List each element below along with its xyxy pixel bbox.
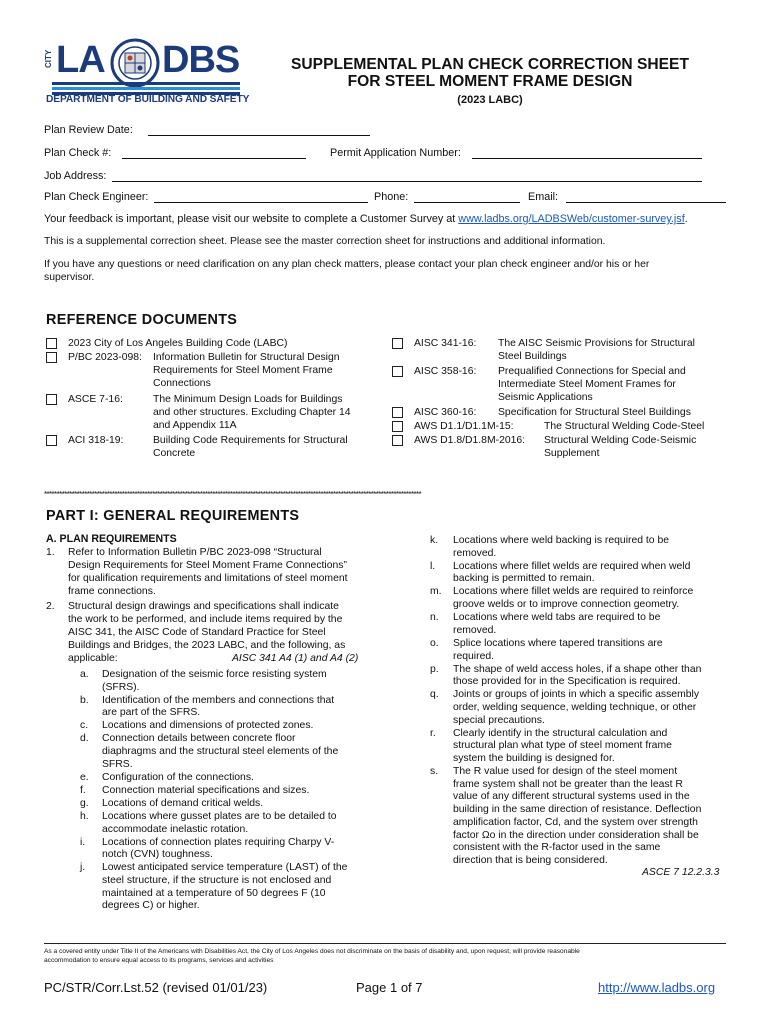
supplemental-note: This is a supplemental correction sheet. Please see the master correction sheet for instructions and additional information. [44, 236, 606, 247]
feedback-prefix: Your feedback is important, please visit our website to complete a Customer Survey at [44, 213, 459, 225]
item-s-reference: ASCE 7 12.2.3.3 [642, 867, 720, 878]
ref-checkbox-aisc341[interactable] [392, 338, 403, 349]
ref-code-aisc360: AISC 360-16: [414, 407, 477, 418]
job-address-label: Job Address: [44, 170, 107, 182]
ref-desc-aws-d18-1: Structural Welding Code-Seismic [544, 435, 697, 446]
item-2-number: 2. [46, 601, 55, 612]
right-subitem-text: special precautions. [453, 714, 545, 726]
email-label: Email: [528, 191, 558, 203]
right-subitem-text: direction that is being considered. [453, 854, 608, 866]
customer-survey-link[interactable]: www.ladbs.org/LADBSWeb/customer-survey.jsf [458, 213, 685, 225]
left-subitem-text: Connection material specifications and sizes. [102, 784, 310, 796]
left-subitem-text: Locations of demand critical welds. [102, 797, 264, 809]
right-subitem-letter: l. [430, 560, 436, 572]
ref-code-aisc358: AISC 358-16: [414, 366, 477, 377]
right-subitem-text: The shape of weld access holes, if a shape other than [453, 663, 702, 675]
ref-checkbox-pbc[interactable] [46, 352, 57, 363]
ref-code-aws-d18: AWS D1.8/D1.8M-2016: [414, 435, 526, 446]
left-subitem-text: accommodate inelastic rotation. [102, 823, 249, 835]
left-subitem-text: diaphragms and the structural steel elements of the [102, 746, 339, 758]
right-subitem-text: Locations where fillet welds are required to reinforce [453, 586, 694, 598]
right-subitem-text: groove welds or to improve connection geometry. [453, 599, 680, 611]
questions-note-line2: supervisor. [44, 272, 95, 283]
left-subitem-text: notch (CVN) toughness. [102, 849, 213, 861]
plan-check-engineer-field[interactable] [154, 202, 368, 203]
ladbs-logo [44, 38, 250, 106]
ref-checkbox-labc[interactable] [46, 338, 57, 349]
plan-requirements-heading: A. PLAN REQUIREMENTS [46, 533, 177, 545]
ref-code-pbc: P/BC 2023-098: [68, 352, 142, 363]
left-subitem-text: (SFRS). [102, 681, 140, 693]
feedback-text [44, 213, 688, 226]
item-2-line1: Structural design drawings and specifications shall indicate [68, 601, 339, 612]
item-2-line4: Buildings and Bridges, the 2023 LABC, and the following, as [68, 640, 346, 651]
left-subitem-text: steel structure, if the structure is not enclosed and [102, 874, 332, 886]
item-1-line2: Design Requirements for Steel Moment Frame Connections” [68, 560, 347, 571]
right-subitem-text: amplification factor, Cd, and the system over strength [453, 816, 698, 828]
right-subitem-text: factor Ωo in the direction under consideration shall be [453, 829, 699, 841]
permit-application-number-field[interactable] [472, 158, 702, 159]
right-subitem-text: Locations where fillet welds are required when weld [453, 560, 691, 572]
ref-checkbox-aisc358[interactable] [392, 366, 403, 377]
right-subitem-text: The R value used for design of the steel moment [453, 766, 678, 777]
right-subitem-letter: k. [430, 535, 439, 546]
ref-desc-aisc341-1: The AISC Seismic Provisions for Structural [498, 338, 695, 349]
right-subitem-letter: o. [430, 637, 439, 649]
right-subitem-text: Locations where weld backing is required to be [453, 535, 670, 546]
ref-code-aci: ACI 318-19: [68, 435, 124, 446]
left-subitem-letter: i. [80, 836, 86, 848]
left-subitem-letter: j. [80, 862, 86, 874]
item-2-line3: AISC 341, the AISC Code of Standard Practice for Steel [68, 627, 326, 638]
right-subitem-text: consistent with the R-factor used in the same [453, 842, 661, 854]
right-subitem-letter: p. [430, 663, 439, 675]
ref-desc-aws-d11-1: The Structural Welding Code-Steel [544, 421, 705, 432]
right-subitem-text: Splice locations where tapered transitions are [453, 637, 663, 649]
item-2-line5: applicable: [68, 653, 118, 664]
feedback-suffix: . [684, 213, 688, 225]
right-subitem-letter: q. [430, 689, 439, 701]
left-subitem-text: degrees C) or higher. [102, 900, 200, 912]
title-line1: SUPPLEMENTAL PLAN CHECK CORRECTION SHEET [291, 56, 689, 73]
left-subitem-letter: c. [80, 720, 89, 732]
ref-desc-aisc358-3: Seismic Applications [498, 392, 593, 403]
ref-desc-aci-1: Building Code Requirements for Structural [153, 435, 348, 446]
item-1-line4: frame connections. [68, 586, 156, 597]
plan-check-number-label: Plan Check #: [44, 147, 112, 159]
left-subitem-text: Locations where gusset plates are to be detailed to [102, 810, 337, 822]
part1-title: PART I: GENERAL REQUIREMENTS [46, 508, 300, 524]
item-1-line3: for qualification requirements and limitations of steel moment [68, 573, 348, 584]
ref-desc-pbc-3: Connections [153, 378, 211, 389]
right-subitem-text: removed. [453, 547, 497, 559]
left-subitem-letter: a. [80, 669, 89, 680]
left-subitem-letter: f. [80, 784, 86, 796]
left-subitem-text: Locations of connection plates requiring Charpy V- [102, 836, 335, 848]
phone-field[interactable] [414, 202, 520, 203]
left-subitem-text: Connection details between concrete floor [102, 733, 296, 745]
left-subitem-text: Configuration of the connections. [102, 771, 254, 783]
left-subitem-letter: d. [80, 733, 89, 745]
ref-desc-aws-d18-2: Supplement [544, 448, 600, 459]
right-subitem-text: Locations where weld tabs are required to be [453, 612, 661, 624]
title-subtitle: (2023 LABC) [457, 94, 523, 106]
right-subitem-text: frame system shall not be greater than the least R [453, 778, 683, 790]
ref-desc-pbc-1: Information Bulletin for Structural Design [153, 352, 340, 363]
left-subitem-text: are part of the SFRS. [102, 707, 201, 719]
asterisk-separator: ****************************************************************************************************************************************************** [44, 490, 421, 499]
right-subitem-letter: s. [430, 766, 439, 777]
city-seal-icon [110, 38, 160, 88]
left-subitem-letter: b. [80, 694, 89, 706]
left-subitem-text: SFRS. [102, 758, 133, 770]
ref-desc-asce-1: The Minimum Design Loads for Buildings [153, 394, 343, 405]
item-1-line1: Refer to Information Bulletin P/BC 2023-098 “Structural [68, 547, 322, 558]
phone-label: Phone: [374, 191, 409, 203]
ref-checkbox-aws-d11[interactable] [392, 421, 403, 432]
ref-code-aws-d11: AWS D1.1/D1.1M-15: [414, 421, 514, 432]
right-subitem-letter: n. [430, 612, 439, 624]
permit-application-number-label: Permit Application Number: [330, 147, 461, 159]
left-subitem-text: Identification of the members and connections that [102, 694, 335, 706]
left-subitem-text: Designation of the seismic force resisting system [102, 669, 327, 680]
ref-checkbox-asce[interactable] [46, 394, 57, 405]
right-subitem-text: backing is permitted to remain. [453, 573, 595, 585]
right-subitem-text: system the building is designed for. [453, 753, 615, 764]
plan-review-date-label: Plan Review Date: [44, 124, 133, 136]
email-field[interactable] [566, 202, 726, 203]
right-subitem-letter: r. [430, 727, 436, 739]
footer-rule [44, 943, 726, 944]
title-line2: FOR STEEL MOMENT FRAME DESIGN [347, 73, 633, 90]
left-subitem-text: maintained at a temperature of 50 degrees F (10 [102, 887, 326, 899]
right-subitem-text: building in the same direction of resistance. Deflection [453, 804, 702, 816]
ref-desc-aci-2: Concrete [153, 448, 196, 459]
ref-desc-aisc358-1: Prequalified Connections for Special and [498, 366, 686, 377]
left-subitem-text: Lowest anticipated service temperature (LAST) of the [102, 862, 348, 874]
ref-desc-aisc358-2: Intermediate Steel Moment Frames for [498, 379, 676, 390]
plan-review-date-field[interactable] [148, 135, 370, 136]
right-subitem-text: Joints or groups of joints in which a specific assembly [453, 689, 700, 701]
ref-code-labc: 2023 City of Los Angeles Building Code (LABC) [68, 338, 288, 349]
right-subitem-text: value of any different structural systems used in the [453, 791, 690, 803]
ref-checkbox-aci[interactable] [46, 435, 57, 446]
ref-desc-aisc341-2: Steel Buildings [498, 351, 567, 362]
right-subitem-letter: m. [430, 586, 442, 598]
ref-checkbox-aisc360[interactable] [392, 407, 403, 418]
ada-notice-line1: As a covered entity under Title II of the Americans with Disabilities Act, the City of Los Angeles does not discriminate on the basis of disability and, upon request, will provide reasonable [44, 948, 580, 955]
ref-desc-asce-3: and Appendix 11A [153, 420, 237, 431]
left-subitem-letter: e. [80, 771, 89, 783]
ref-desc-asce-2: and other structures. Excluding Chapter 14 [153, 407, 351, 418]
right-subitem-text: Clearly identify in the structural calculation and [453, 727, 668, 739]
plan-check-engineer-label: Plan Check Engineer: [44, 191, 149, 203]
page-number: Page 1 of 7 [356, 980, 423, 995]
plan-check-number-field[interactable] [122, 158, 306, 159]
ref-code-asce: ASCE 7-16: [68, 394, 123, 405]
reference-documents-title: REFERENCE DOCUMENTS [46, 312, 238, 328]
right-subitem-text: required. [453, 650, 495, 662]
ref-desc-aisc360-1: Specification for Structural Steel Buildings [498, 407, 691, 418]
logo-dbs-text: DBS [162, 39, 240, 81]
logo-la-text: LA [56, 39, 105, 81]
ladbs-website-link[interactable]: http://www.ladbs.org [598, 980, 716, 995]
logo-department-text: DEPARTMENT OF BUILDING AND SAFETY [46, 94, 250, 105]
left-subitem-text: Locations and dimensions of protected zones. [102, 720, 314, 732]
right-subitem-text: structural plan what type of steel moment frame [453, 740, 672, 752]
form-id: PC/STR/Corr.Lst.52 (revised 01/01/23) [44, 980, 268, 995]
job-address-field[interactable] [112, 181, 702, 182]
questions-note-line1: If you have any questions or need clarification on any plan check matters, please contact your plan check engineer and/or his or her [44, 259, 650, 270]
left-subitem-letter: g. [80, 797, 89, 809]
ref-code-aisc341: AISC 341-16: [414, 338, 477, 349]
right-subitem-text: those provided for in the Specification is required. [453, 676, 681, 688]
left-subitem-letter: h. [80, 810, 89, 822]
right-subitem-text: order, welding sequence, welding technique, or other [453, 701, 697, 713]
ada-notice-line2: accommodation to ensure equal access to its programs, services and activities [44, 957, 274, 964]
item-2-line2: the work to be performed, and include items required by the [68, 614, 343, 625]
ref-desc-pbc-2: Requirements for Steel Moment Frame [153, 365, 333, 376]
item-1-number: 1. [46, 547, 55, 558]
ref-checkbox-aws-d18[interactable] [392, 435, 403, 446]
right-subitem-text: removed. [453, 624, 497, 636]
logo-city-text: CITY [44, 49, 53, 68]
item-2-reference: AISC 341 A4 (1) and A4 (2) [232, 653, 359, 664]
